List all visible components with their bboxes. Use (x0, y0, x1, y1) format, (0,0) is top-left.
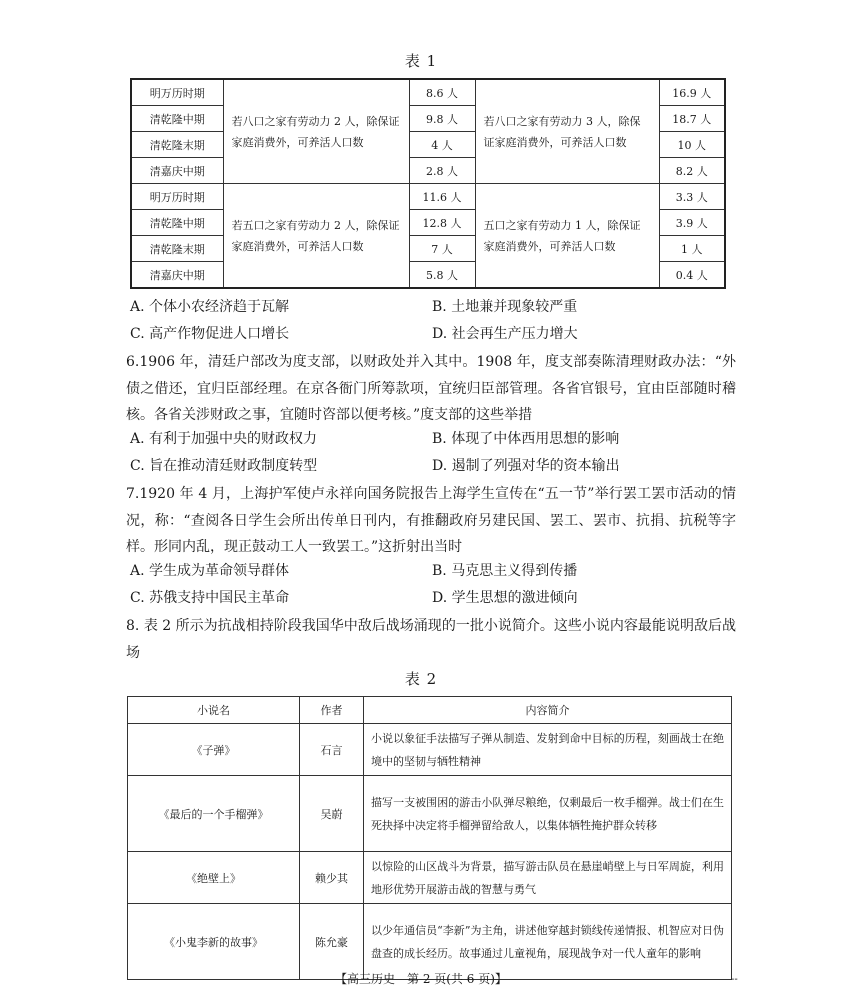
q5-option-c[interactable]: C. 高产作物促进人口增长 (130, 326, 290, 342)
table2 (127, 696, 732, 980)
value-cell: 3.9 人 (659, 210, 725, 236)
period-cell: 清嘉庆中期 (131, 262, 223, 289)
q8-stem: 8. 表 2 所示为抗战相持阶段我国华中敌后战场涌现的一批小说简介。这些小说内容最能说明敌后战场 (126, 618, 736, 661)
period-cell: 清乾隆中期 (131, 106, 223, 132)
novel-title: 《绝壁上》 (128, 852, 300, 904)
novel-summary: 以少年通信员“李新”为主角，讲述他穿越封锁线传递情报、机智应对日伪盘查的成长经历。故事通过儿童视角，展现战争对一代人童年的影响 (364, 904, 732, 980)
corner-mark: -- (731, 974, 738, 985)
value-cell: 11.6 人 (409, 184, 475, 210)
value-cell: 9.8 人 (409, 106, 475, 132)
period-cell: 清乾隆末期 (131, 236, 223, 262)
q6-option-a[interactable]: A. 有利于加强中央的财政权力 (130, 431, 318, 447)
table1-row (131, 79, 725, 106)
period-cell: 清乾隆末期 (131, 132, 223, 158)
col-header-title: 小说名 (128, 697, 300, 724)
table2-header-row (128, 697, 732, 724)
value-cell: 12.8 人 (409, 210, 475, 236)
period-cell: 清乾隆中期 (131, 210, 223, 236)
table1-row (131, 184, 725, 210)
q7-option-b[interactable]: B. 马克思主义得到传播 (432, 563, 578, 579)
value-cell: 1 人 (659, 236, 725, 262)
novel-title: 《最后的一个手榴弹》 (128, 776, 300, 852)
novel-title: 《小鬼李新的故事》 (128, 904, 300, 980)
q5-option-d[interactable]: D. 社会再生产压力增大 (432, 326, 578, 342)
value-cell: 5.8 人 (409, 262, 475, 289)
desc-cell: 若八口之家有劳动力 2 人，除保证家庭消费外，可养活人口数 (223, 79, 409, 184)
value-cell: 3.3 人 (659, 184, 725, 210)
table2-caption: 表 2 (404, 670, 438, 688)
novel-summary: 以惊险的山区战斗为背景，描写游击队员在悬崖峭壁上与日军周旋，利用地形优势开展游击战的智慧与勇气 (364, 852, 732, 904)
value-cell: 2.8 人 (409, 158, 475, 184)
q7-option-c[interactable]: C. 苏俄支持中国民主革命 (130, 590, 290, 606)
value-cell: 4 人 (409, 132, 475, 158)
value-cell: 16.9 人 (659, 79, 725, 106)
table-row (128, 852, 732, 904)
value-cell: 10 人 (659, 132, 725, 158)
novel-author: 吴蔚 (300, 776, 364, 852)
q6-option-c[interactable]: C. 旨在推动清廷财政制度转型 (130, 458, 318, 474)
desc-cell: 若八口之家有劳动力 3 人，除保证家庭消费外，可养活人口数 (475, 79, 659, 184)
novel-author: 赖少其 (300, 852, 364, 904)
table-row (128, 904, 732, 980)
q7-stem: 7.1920 年 4 月，上海护军使卢永祥向国务院报告上海学生宣传在“五一节”举行罢工罢市活动的情况，称：“查阅各日学生会所出传单日刊内，有推翻政府另建民国、罢工、罢市、抗捐、抗税等字样。形同内乱，现正鼓动工人一致罢工。”这折射出当时 (126, 486, 736, 555)
table-row (128, 724, 732, 776)
q7-option-d[interactable]: D. 学生思想的激进倾向 (432, 590, 578, 606)
novel-summary: 小说以象征手法描写子弹从制造、发射到命中目标的历程，刻画战士在绝境中的坚韧与牺牲精神 (364, 724, 732, 776)
q5-option-a[interactable]: A. 个体小农经济趋于瓦解 (130, 299, 290, 315)
value-cell: 0.4 人 (659, 262, 725, 289)
q6-option-b[interactable]: B. 体现了中体西用思想的影响 (432, 431, 620, 447)
value-cell: 18.7 人 (659, 106, 725, 132)
q7-option-a[interactable]: A. 学生成为革命领导群体 (130, 563, 290, 579)
period-cell: 明万历时期 (131, 79, 223, 106)
value-cell: 7 人 (409, 236, 475, 262)
page-footer: 【高三历史 第 2 页(共 6 页)】 (335, 972, 507, 986)
novel-author: 陈允豪 (300, 904, 364, 980)
table-row (128, 776, 732, 852)
novel-author: 石言 (300, 724, 364, 776)
col-header-author: 作者 (300, 697, 364, 724)
q6-option-d[interactable]: D. 遏制了列强对华的资本输出 (432, 458, 620, 474)
novel-title: 《子弹》 (128, 724, 300, 776)
col-header-summary: 内容简介 (364, 697, 732, 724)
desc-cell: 五口之家有劳动力 1 人，除保证家庭消费外，可养活人口数 (475, 184, 659, 289)
q6-stem: 6.1906 年，清廷户部改为度支部，以财政处并入其中。1908 年，度支部奏陈清理财政办法：“外债之借还，宜归臣部经理。在京各衙门所筹款项，宜统归臣部管理。各省官银号，宜由臣部随时稽核。各省关涉财政之事，宜随时咨部以便考核。”度支部的这些举措 (126, 354, 736, 423)
period-cell: 明万历时期 (131, 184, 223, 210)
period-cell: 清嘉庆中期 (131, 158, 223, 184)
novel-summary: 描写一支被围困的游击小队弹尽粮绝，仅剩最后一枚手榴弹。战士们在生死抉择中决定将手榴弹留给敌人，以集体牺牲掩护群众转移 (364, 776, 732, 852)
value-cell: 8.6 人 (409, 79, 475, 106)
value-cell: 8.2 人 (659, 158, 725, 184)
table1 (130, 78, 726, 289)
desc-cell: 若五口之家有劳动力 2 人，除保证家庭消费外，可养活人口数 (223, 184, 409, 289)
table1-caption: 表 1 (404, 52, 438, 70)
q5-option-b[interactable]: B. 土地兼并现象较严重 (432, 299, 578, 315)
